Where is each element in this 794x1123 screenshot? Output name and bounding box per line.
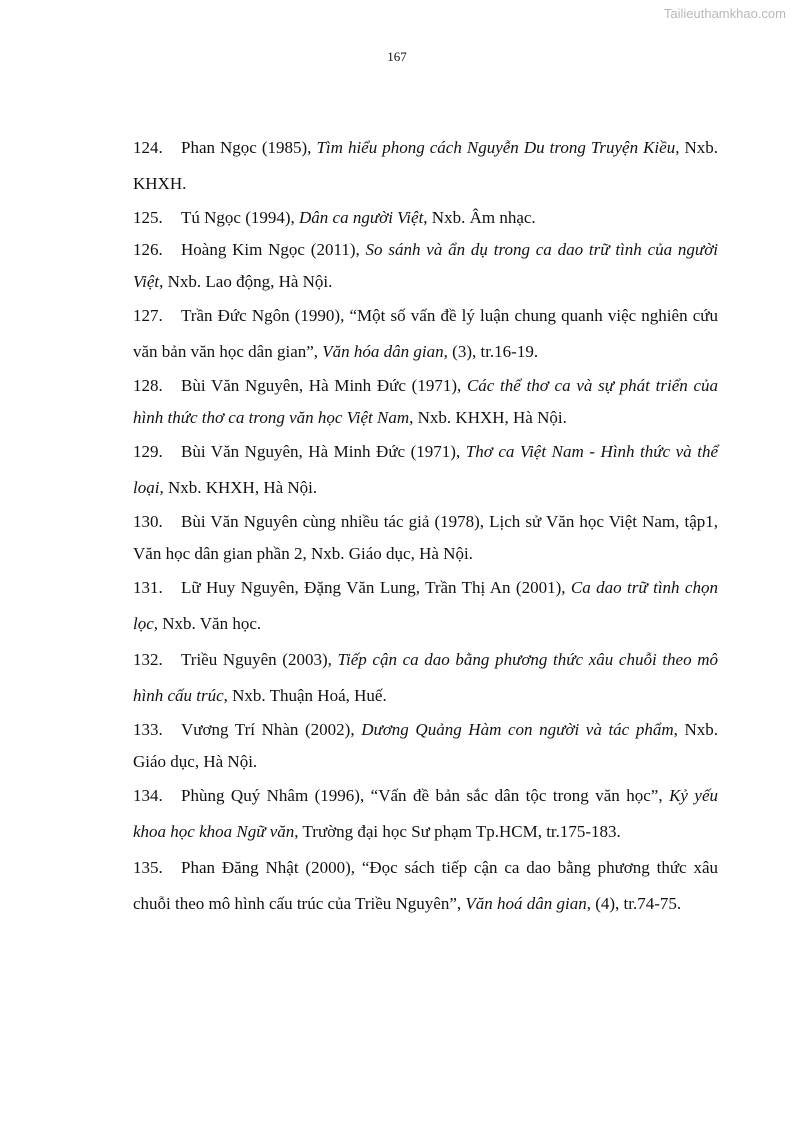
reference-title: Tìm hiểu phong cách Nguyễn Du trong Truyện Kiều, <box>316 138 680 157</box>
reference-text: Phùng Quý Nhâm (1996), “Vấn đề bản sắc dân tộc trong văn học”, <box>181 786 670 805</box>
reference-number: 124. <box>133 138 163 157</box>
reference-text: , Nxb. KHXH, Hà Nội. <box>409 408 567 427</box>
reference-item <box>133 506 718 570</box>
reference-number: 130. <box>133 512 163 531</box>
reference-text: Bùi Văn Nguyên cùng nhiều tác giả (1978), Lịch sử Văn học Việt Nam, tập1, Văn học dân gian phần 2, Nxb. Giáo dục, Hà Nội. <box>133 512 718 563</box>
reference-text: , Nxb. Giáo dục, Hà Nội. <box>133 720 718 771</box>
reference-title: Dân ca người Việt <box>299 208 424 227</box>
reference-number: 135. <box>133 858 163 877</box>
reference-item <box>133 202 718 234</box>
reference-text: Phan Đăng Nhật (2000), “Đọc sách tiếp cận ca dao bằng phương thức xâu chuỗi theo mô hình cấu trúc của Triều Nguyên”, <box>133 858 718 913</box>
reference-title: Văn hoá dân gian <box>465 894 587 913</box>
reference-text: Bùi Văn Nguyên, Hà Minh Đức (1971), <box>181 442 466 461</box>
reference-title: Kỷ yếu khoa học khoa Ngữ văn <box>133 786 718 841</box>
watermark: Tailieuthamkhao.com <box>663 6 786 21</box>
reference-number: 128. <box>133 376 163 395</box>
reference-text: , Nxb. Lao động, Hà Nội. <box>159 272 333 291</box>
reference-item <box>133 570 718 642</box>
reference-text: , Trường đại học Sư phạm Tp.HCM, tr.175-183. <box>294 822 621 841</box>
reference-text: Phan Ngọc (1985), <box>181 138 317 157</box>
reference-title: Văn hóa dân gian, <box>322 342 448 361</box>
reference-text: Trần Đức Ngôn (1990), “Một số vấn đề lý luận chung quanh việc nghiên cứu văn bản văn học dân gian”, <box>133 306 718 361</box>
reference-title: Ca dao trữ tình chọn lọc, <box>133 578 718 633</box>
reference-number: 129. <box>133 442 163 461</box>
reference-text: , Nxb. Thuận Hoá, Huế. <box>223 686 387 705</box>
reference-list <box>133 130 718 922</box>
reference-item <box>133 850 718 922</box>
reference-number: 125. <box>133 208 163 227</box>
reference-number: 127. <box>133 306 163 325</box>
reference-text: Nxb. KHXH, Hà Nội. <box>163 478 318 497</box>
reference-number: 131. <box>133 578 163 597</box>
reference-number: 134. <box>133 786 163 805</box>
reference-title: Các thể thơ ca và sự phát triển của hình thức thơ ca trong văn học Việt Nam <box>133 376 718 427</box>
reference-number: 133. <box>133 720 163 739</box>
reference-item <box>133 370 718 434</box>
reference-text: (3), tr.16-19. <box>447 342 539 361</box>
reference-text: , (4), tr.74-75. <box>586 894 682 913</box>
reference-text: Hoàng Kim Ngọc (2011), <box>181 240 366 259</box>
reference-text: Vương Trí Nhàn (2002), <box>181 720 362 739</box>
reference-text: Lữ Huy Nguyên, Đặng Văn Lung, Trần Thị An (2001), <box>181 578 571 597</box>
reference-number: 126. <box>133 240 163 259</box>
reference-item <box>133 778 718 850</box>
reference-item <box>133 714 718 778</box>
reference-title: Thơ ca Việt Nam - Hình thức và thể loại, <box>133 442 718 497</box>
reference-title: So sánh và ẩn dụ trong ca dao trữ tình của người Việt <box>133 240 719 291</box>
reference-item <box>133 234 718 298</box>
reference-text: Triều Nguyên (2003), <box>181 650 338 669</box>
reference-number: 132. <box>133 650 163 669</box>
reference-text: Tú Ngọc (1994), <box>181 208 300 227</box>
reference-title: Dương Quảng Hàm con người và tác phẩm <box>361 720 674 739</box>
reference-item <box>133 434 718 506</box>
reference-item <box>133 298 718 370</box>
reference-text: Nxb. KHXH. <box>133 138 719 193</box>
page-number: 167 <box>387 49 407 64</box>
reference-item <box>133 130 718 202</box>
reference-text: Bùi Văn Nguyên, Hà Minh Đức (1971), <box>181 376 467 395</box>
reference-text: Nxb. Văn học. <box>158 614 262 633</box>
reference-text: , Nxb. Âm nhạc. <box>423 208 536 227</box>
reference-title: Tiếp cận ca dao bằng phương thức xâu chuỗi theo mô hình cấu trúc <box>133 650 718 705</box>
reference-item <box>133 642 718 714</box>
